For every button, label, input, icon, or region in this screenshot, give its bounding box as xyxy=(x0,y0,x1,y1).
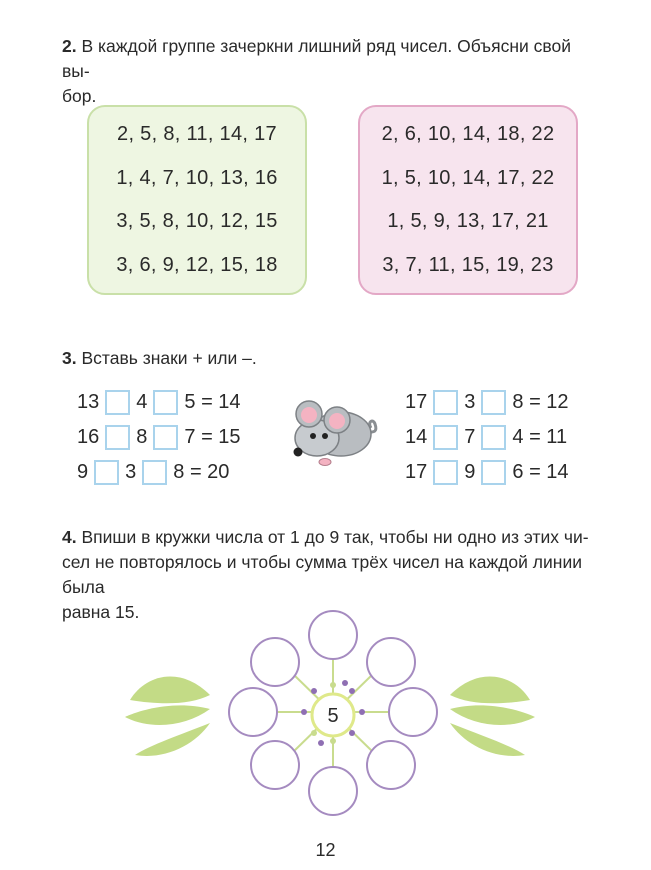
sign-input-box[interactable] xyxy=(481,390,506,415)
equation-row xyxy=(405,458,569,486)
operand: 4 xyxy=(512,425,524,448)
sign-input-box[interactable] xyxy=(153,390,178,415)
sign-input-box[interactable] xyxy=(481,460,506,485)
operand: 6 xyxy=(512,460,524,483)
operand: 7 xyxy=(464,425,476,448)
task-4-text-line3: равна 15. xyxy=(62,602,140,622)
equation-result: = 14 xyxy=(201,390,241,413)
number-row[interactable]: 1, 4, 7, 10, 13, 16 xyxy=(116,166,278,189)
operand: 17 xyxy=(405,390,428,413)
operand: 3 xyxy=(125,460,137,483)
answer-circle-bottom[interactable] xyxy=(309,767,357,815)
sign-input-box[interactable] xyxy=(481,425,506,450)
equation-row xyxy=(77,423,241,451)
sign-input-box[interactable] xyxy=(433,460,458,485)
sign-input-box[interactable] xyxy=(105,425,130,450)
task-2-text-line1: В каждой группе зачеркни лишний ряд чисел. Объясни свой вы- xyxy=(62,36,572,81)
task-3-text: Вставь знаки + или –. xyxy=(81,348,257,368)
right-leaves-decoration xyxy=(450,676,535,755)
number-row[interactable]: 3, 7, 11, 15, 19, 23 xyxy=(382,253,554,276)
equation-row xyxy=(405,423,567,451)
answer-circle-left[interactable] xyxy=(229,688,277,736)
operand: 8 xyxy=(136,425,148,448)
operand: 17 xyxy=(405,460,428,483)
task-2-instructions xyxy=(62,34,602,109)
sign-input-box[interactable] xyxy=(105,390,130,415)
answer-circle-top-right[interactable] xyxy=(367,638,415,686)
operand: 9 xyxy=(77,460,89,483)
operand: 9 xyxy=(464,460,476,483)
sign-input-box[interactable] xyxy=(433,390,458,415)
task-4-text-line1: Впиши в кружки числа от 1 до 9 так, чтобы ни одно из этих чи- xyxy=(81,527,589,547)
operand: 4 xyxy=(136,390,148,413)
answer-circle-bottom-right[interactable] xyxy=(367,741,415,789)
number-row[interactable]: 1, 5, 9, 13, 17, 21 xyxy=(387,210,549,233)
operand: 7 xyxy=(184,425,196,448)
number-row[interactable]: 2, 6, 10, 14, 18, 22 xyxy=(381,123,555,146)
operand: 3 xyxy=(464,390,476,413)
answer-circle-bottom-left[interactable] xyxy=(251,741,299,789)
task-2-number: 2. xyxy=(62,36,77,56)
equation-row xyxy=(405,388,569,416)
task-4-text-line2: сел не повторялось и чтобы сумма трёх чисел на каждой линии была xyxy=(62,552,583,597)
equation-result: = 11 xyxy=(529,425,568,448)
answer-circle-right[interactable] xyxy=(389,688,437,736)
operand: 13 xyxy=(77,390,100,413)
sign-input-box[interactable] xyxy=(153,425,178,450)
sign-input-box[interactable] xyxy=(94,460,119,485)
task-4-number: 4. xyxy=(62,527,77,547)
sign-input-box[interactable] xyxy=(142,460,167,485)
center-value: 5 xyxy=(327,705,339,727)
number-row[interactable]: 3, 6, 9, 12, 15, 18 xyxy=(116,253,278,276)
equation-row xyxy=(77,388,241,416)
equation-result: = 14 xyxy=(529,460,569,483)
equation-result: = 12 xyxy=(529,390,569,413)
task-3-instructions xyxy=(62,346,602,371)
green-number-group xyxy=(87,105,307,295)
number-row[interactable]: 1, 5, 10, 14, 17, 22 xyxy=(381,166,555,189)
operand: 8 xyxy=(512,390,524,413)
operand: 5 xyxy=(184,390,196,413)
operand: 8 xyxy=(173,460,185,483)
page-number: 12 xyxy=(315,840,336,860)
task-3-number: 3. xyxy=(62,348,77,368)
operand: 16 xyxy=(77,425,100,448)
number-row[interactable]: 2, 5, 8, 11, 14, 17 xyxy=(117,123,277,146)
answer-circle-top[interactable] xyxy=(309,611,357,659)
sign-input-box[interactable] xyxy=(433,425,458,450)
equation-result: = 20 xyxy=(189,460,230,483)
left-leaves-decoration xyxy=(125,676,210,755)
pink-number-group xyxy=(358,105,578,295)
operand: 14 xyxy=(405,425,428,448)
mouse-illustration xyxy=(287,394,383,472)
answer-circle-top-left[interactable] xyxy=(251,638,299,686)
equation-result: = 15 xyxy=(201,425,241,448)
number-row[interactable]: 3, 5, 8, 10, 12, 15 xyxy=(116,210,278,233)
equation-row xyxy=(77,458,229,486)
task-2-text-line2: бор. xyxy=(62,86,97,106)
number-flower-diagram xyxy=(120,605,540,835)
